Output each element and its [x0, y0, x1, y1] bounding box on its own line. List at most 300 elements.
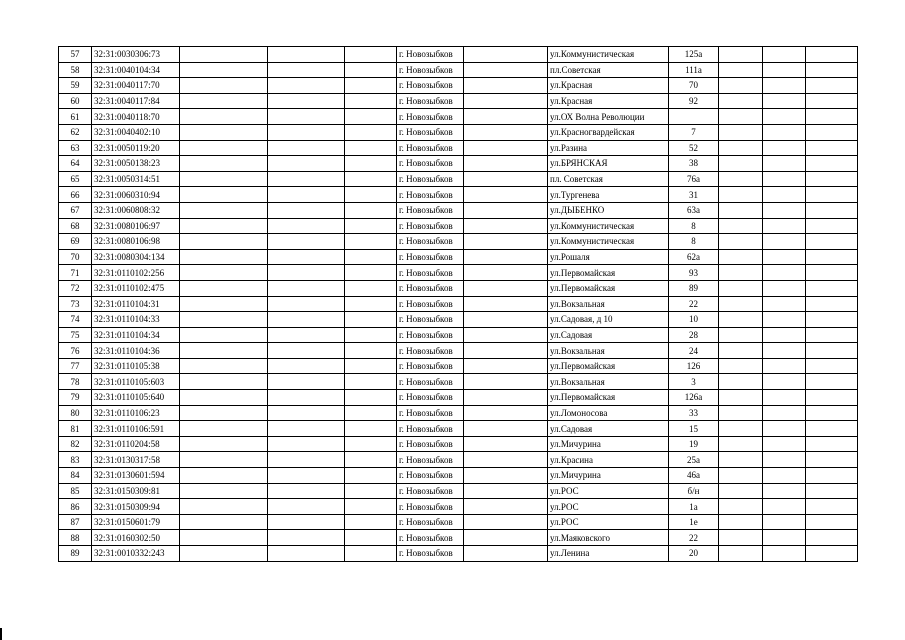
empty-cell	[268, 312, 345, 328]
table-row	[59, 93, 858, 109]
house-number-cell: 8	[669, 234, 719, 250]
row-number-cell: 64	[59, 156, 92, 172]
table-row	[59, 358, 858, 374]
cadastral-number-cell: 32:31:0060808:32	[92, 202, 180, 218]
empty-cell	[464, 530, 548, 546]
empty-cell	[345, 187, 397, 203]
city-cell: г. Новозыбков	[397, 436, 464, 452]
house-number-cell: 22	[669, 530, 719, 546]
cadastral-number-cell: 32:31:0130317:58	[92, 452, 180, 468]
empty-cell	[268, 62, 345, 78]
house-number-cell: 38	[669, 156, 719, 172]
empty-cell	[763, 140, 806, 156]
empty-cell	[763, 483, 806, 499]
street-cell: ул.Коммунистическая	[548, 218, 669, 234]
empty-cell	[268, 483, 345, 499]
row-number-cell: 74	[59, 312, 92, 328]
empty-cell	[763, 171, 806, 187]
empty-cell	[806, 234, 858, 250]
empty-cell	[180, 218, 268, 234]
empty-cell	[345, 280, 397, 296]
empty-cell	[345, 202, 397, 218]
empty-cell	[806, 78, 858, 94]
street-cell: ул.Красная	[548, 93, 669, 109]
empty-cell	[345, 296, 397, 312]
row-number-cell: 67	[59, 202, 92, 218]
empty-cell	[345, 124, 397, 140]
empty-cell	[268, 390, 345, 406]
table-row	[59, 296, 858, 312]
row-number-cell: 85	[59, 483, 92, 499]
empty-cell	[180, 280, 268, 296]
street-cell: ул.Первомайская	[548, 280, 669, 296]
empty-cell	[180, 405, 268, 421]
street-cell: ул.Вокзальная	[548, 343, 669, 359]
empty-cell	[806, 93, 858, 109]
house-number-cell: 70	[669, 78, 719, 94]
empty-cell	[719, 499, 763, 515]
empty-cell	[806, 530, 858, 546]
row-number-cell: 82	[59, 436, 92, 452]
table-row	[59, 218, 858, 234]
house-number-cell: 89	[669, 280, 719, 296]
cadastral-number-cell: 32:31:0150309:94	[92, 499, 180, 515]
empty-cell	[763, 390, 806, 406]
empty-cell	[268, 358, 345, 374]
empty-cell	[268, 468, 345, 484]
empty-cell	[464, 468, 548, 484]
table-row	[59, 343, 858, 359]
empty-cell	[345, 390, 397, 406]
empty-cell	[180, 421, 268, 437]
city-cell: г. Новозыбков	[397, 280, 464, 296]
empty-cell	[268, 296, 345, 312]
empty-cell	[719, 468, 763, 484]
row-number-cell: 86	[59, 499, 92, 515]
empty-cell	[763, 499, 806, 515]
street-cell: ул.Вокзальная	[548, 374, 669, 390]
empty-cell	[719, 312, 763, 328]
street-cell: ул.Первомайская	[548, 358, 669, 374]
empty-cell	[180, 62, 268, 78]
empty-cell	[464, 296, 548, 312]
empty-cell	[268, 171, 345, 187]
city-cell: г. Новозыбков	[397, 421, 464, 437]
empty-cell	[268, 93, 345, 109]
empty-cell	[806, 296, 858, 312]
house-number-cell: 1е	[669, 514, 719, 530]
property-table	[58, 46, 858, 562]
empty-cell	[464, 249, 548, 265]
table-row	[59, 249, 858, 265]
city-cell: г. Новозыбков	[397, 499, 464, 515]
empty-cell	[180, 249, 268, 265]
street-cell: ул.Вокзальная	[548, 296, 669, 312]
cadastral-number-cell: 32:31:0110102:475	[92, 280, 180, 296]
empty-cell	[763, 452, 806, 468]
empty-cell	[806, 249, 858, 265]
empty-cell	[345, 47, 397, 63]
empty-cell	[180, 546, 268, 562]
row-number-cell: 65	[59, 171, 92, 187]
empty-cell	[763, 296, 806, 312]
city-cell: г. Новозыбков	[397, 187, 464, 203]
city-cell: г. Новозыбков	[397, 265, 464, 281]
empty-cell	[268, 374, 345, 390]
city-cell: г. Новозыбков	[397, 374, 464, 390]
row-number-cell: 88	[59, 530, 92, 546]
empty-cell	[464, 374, 548, 390]
empty-cell	[180, 312, 268, 328]
empty-cell	[806, 358, 858, 374]
row-number-cell: 77	[59, 358, 92, 374]
empty-cell	[180, 296, 268, 312]
empty-cell	[806, 109, 858, 125]
empty-cell	[180, 234, 268, 250]
empty-cell	[345, 374, 397, 390]
empty-cell	[719, 530, 763, 546]
empty-cell	[180, 499, 268, 515]
empty-cell	[464, 358, 548, 374]
empty-cell	[763, 124, 806, 140]
empty-cell	[464, 171, 548, 187]
cadastral-number-cell: 32:31:0110104:36	[92, 343, 180, 359]
empty-cell	[180, 171, 268, 187]
empty-cell	[806, 187, 858, 203]
empty-cell	[345, 171, 397, 187]
empty-cell	[180, 452, 268, 468]
street-cell: ул.Мичурина	[548, 468, 669, 484]
row-number-cell: 84	[59, 468, 92, 484]
table-row	[59, 62, 858, 78]
empty-cell	[806, 327, 858, 343]
city-cell: г. Новозыбков	[397, 327, 464, 343]
table-row	[59, 265, 858, 281]
city-cell: г. Новозыбков	[397, 249, 464, 265]
empty-cell	[180, 202, 268, 218]
cadastral-number-cell: 32:31:0110106:23	[92, 405, 180, 421]
empty-cell	[464, 47, 548, 63]
empty-cell	[719, 421, 763, 437]
empty-cell	[464, 499, 548, 515]
empty-cell	[806, 62, 858, 78]
empty-cell	[268, 47, 345, 63]
street-cell: ул.Мичурина	[548, 436, 669, 452]
empty-cell	[268, 187, 345, 203]
house-number-cell: 15	[669, 421, 719, 437]
row-number-cell: 60	[59, 93, 92, 109]
city-cell: г. Новозыбков	[397, 171, 464, 187]
empty-cell	[464, 327, 548, 343]
empty-cell	[268, 234, 345, 250]
empty-cell	[763, 546, 806, 562]
empty-cell	[345, 499, 397, 515]
city-cell: г. Новозыбков	[397, 483, 464, 499]
street-cell: ул.Разина	[548, 140, 669, 156]
empty-cell	[464, 234, 548, 250]
empty-cell	[464, 280, 548, 296]
empty-cell	[719, 202, 763, 218]
empty-cell	[719, 156, 763, 172]
empty-cell	[345, 405, 397, 421]
street-cell: ул.Красная	[548, 78, 669, 94]
empty-cell	[345, 78, 397, 94]
table-row	[59, 78, 858, 94]
cadastral-number-cell: 32:31:0030306:73	[92, 47, 180, 63]
table-row	[59, 156, 858, 172]
empty-cell	[180, 156, 268, 172]
empty-cell	[345, 265, 397, 281]
city-cell: г. Новозыбков	[397, 62, 464, 78]
empty-cell	[763, 93, 806, 109]
empty-cell	[268, 78, 345, 94]
empty-cell	[719, 218, 763, 234]
street-cell: пл.Советская	[548, 62, 669, 78]
cadastral-number-cell: 32:31:0110104:31	[92, 296, 180, 312]
empty-cell	[763, 78, 806, 94]
empty-cell	[719, 405, 763, 421]
street-cell: ул.Красина	[548, 452, 669, 468]
city-cell: г. Новозыбков	[397, 124, 464, 140]
empty-cell	[345, 62, 397, 78]
cadastral-number-cell: 32:31:0150601:79	[92, 514, 180, 530]
street-cell: ул.Маяковского	[548, 530, 669, 546]
empty-cell	[464, 343, 548, 359]
empty-cell	[345, 514, 397, 530]
table-row	[59, 421, 858, 437]
empty-cell	[806, 124, 858, 140]
house-number-cell: 93	[669, 265, 719, 281]
empty-cell	[763, 514, 806, 530]
empty-cell	[345, 343, 397, 359]
street-cell: ул.Коммунистическая	[548, 47, 669, 63]
empty-cell	[180, 468, 268, 484]
empty-cell	[268, 280, 345, 296]
empty-cell	[345, 140, 397, 156]
empty-cell	[464, 202, 548, 218]
empty-cell	[180, 78, 268, 94]
empty-cell	[719, 234, 763, 250]
empty-cell	[806, 499, 858, 515]
empty-cell	[806, 514, 858, 530]
empty-cell	[763, 280, 806, 296]
cadastral-number-cell: 32:31:0010332:243	[92, 546, 180, 562]
empty-cell	[464, 265, 548, 281]
table-row	[59, 452, 858, 468]
cadastral-number-cell: 32:31:0110105:603	[92, 374, 180, 390]
empty-cell	[268, 218, 345, 234]
empty-cell	[763, 530, 806, 546]
empty-cell	[806, 452, 858, 468]
house-number-cell: 28	[669, 327, 719, 343]
empty-cell	[806, 47, 858, 63]
table-row	[59, 202, 858, 218]
cadastral-number-cell: 32:31:0080304:134	[92, 249, 180, 265]
row-number-cell: 61	[59, 109, 92, 125]
city-cell: г. Новозыбков	[397, 93, 464, 109]
empty-cell	[464, 390, 548, 406]
empty-cell	[763, 62, 806, 78]
row-number-cell: 80	[59, 405, 92, 421]
house-number-cell: 62а	[669, 249, 719, 265]
city-cell: г. Новозыбков	[397, 546, 464, 562]
empty-cell	[719, 280, 763, 296]
empty-cell	[268, 327, 345, 343]
empty-cell	[180, 47, 268, 63]
row-number-cell: 68	[59, 218, 92, 234]
row-number-cell: 63	[59, 140, 92, 156]
table-row	[59, 234, 858, 250]
row-number-cell: 70	[59, 249, 92, 265]
empty-cell	[719, 187, 763, 203]
street-cell: ул.Первомайская	[548, 265, 669, 281]
empty-cell	[180, 327, 268, 343]
empty-cell	[180, 530, 268, 546]
house-number-cell: 63а	[669, 202, 719, 218]
empty-cell	[719, 93, 763, 109]
city-cell: г. Новозыбков	[397, 47, 464, 63]
empty-cell	[180, 93, 268, 109]
empty-cell	[719, 514, 763, 530]
row-number-cell: 79	[59, 390, 92, 406]
empty-cell	[806, 280, 858, 296]
cadastral-number-cell: 32:31:0110104:34	[92, 327, 180, 343]
row-number-cell: 69	[59, 234, 92, 250]
city-cell: г. Новозыбков	[397, 452, 464, 468]
empty-cell	[719, 483, 763, 499]
table-row	[59, 390, 858, 406]
table-row	[59, 374, 858, 390]
empty-cell	[268, 452, 345, 468]
table-row	[59, 468, 858, 484]
empty-cell	[719, 358, 763, 374]
cadastral-number-cell: 32:31:0080106:97	[92, 218, 180, 234]
row-number-cell: 58	[59, 62, 92, 78]
empty-cell	[763, 358, 806, 374]
city-cell: г. Новозыбков	[397, 468, 464, 484]
empty-cell	[763, 202, 806, 218]
empty-cell	[345, 312, 397, 328]
empty-cell	[763, 421, 806, 437]
empty-cell	[719, 327, 763, 343]
house-number-cell: 126	[669, 358, 719, 374]
city-cell: г. Новозыбков	[397, 140, 464, 156]
city-cell: г. Новозыбков	[397, 405, 464, 421]
empty-cell	[763, 218, 806, 234]
empty-cell	[719, 249, 763, 265]
cadastral-number-cell: 32:31:0110105:640	[92, 390, 180, 406]
row-number-cell: 76	[59, 343, 92, 359]
house-number-cell	[669, 109, 719, 125]
city-cell: г. Новозыбков	[397, 109, 464, 125]
empty-cell	[180, 265, 268, 281]
table-row	[59, 280, 858, 296]
empty-cell	[464, 421, 548, 437]
empty-cell	[345, 452, 397, 468]
empty-cell	[464, 124, 548, 140]
empty-cell	[180, 514, 268, 530]
empty-cell	[180, 358, 268, 374]
cadastral-number-cell: 32:31:0150309:81	[92, 483, 180, 499]
empty-cell	[180, 124, 268, 140]
cadastral-number-cell: 32:31:0110104:33	[92, 312, 180, 328]
row-number-cell: 66	[59, 187, 92, 203]
empty-cell	[464, 452, 548, 468]
row-number-cell: 72	[59, 280, 92, 296]
empty-cell	[719, 436, 763, 452]
street-cell: ул.Тургенева	[548, 187, 669, 203]
empty-cell	[180, 140, 268, 156]
table-row	[59, 47, 858, 63]
empty-cell	[719, 109, 763, 125]
street-cell: ул.ДЫБЕНКО	[548, 202, 669, 218]
house-number-cell: 111а	[669, 62, 719, 78]
empty-cell	[268, 140, 345, 156]
empty-cell	[345, 546, 397, 562]
empty-cell	[268, 514, 345, 530]
city-cell: г. Новозыбков	[397, 514, 464, 530]
empty-cell	[763, 187, 806, 203]
empty-cell	[268, 124, 345, 140]
empty-cell	[763, 436, 806, 452]
table-row	[59, 483, 858, 499]
empty-cell	[268, 530, 345, 546]
row-number-cell: 75	[59, 327, 92, 343]
street-cell: ул.Рошаля	[548, 249, 669, 265]
table-row	[59, 124, 858, 140]
house-number-cell: б/н	[669, 483, 719, 499]
empty-cell	[345, 218, 397, 234]
house-number-cell: 125а	[669, 47, 719, 63]
city-cell: г. Новозыбков	[397, 78, 464, 94]
street-cell: пл. Советская	[548, 171, 669, 187]
empty-cell	[763, 468, 806, 484]
empty-cell	[806, 468, 858, 484]
empty-cell	[763, 109, 806, 125]
empty-cell	[763, 47, 806, 63]
empty-cell	[268, 202, 345, 218]
empty-cell	[464, 546, 548, 562]
table-row	[59, 530, 858, 546]
empty-cell	[806, 436, 858, 452]
empty-cell	[268, 156, 345, 172]
empty-cell	[719, 374, 763, 390]
table-row	[59, 514, 858, 530]
table-row	[59, 171, 858, 187]
house-number-cell: 8	[669, 218, 719, 234]
empty-cell	[719, 124, 763, 140]
empty-cell	[806, 312, 858, 328]
empty-cell	[464, 109, 548, 125]
empty-cell	[464, 62, 548, 78]
house-number-cell: 25а	[669, 452, 719, 468]
empty-cell	[763, 265, 806, 281]
cadastral-number-cell: 32:31:0040117:70	[92, 78, 180, 94]
house-number-cell: 3	[669, 374, 719, 390]
empty-cell	[345, 327, 397, 343]
city-cell: г. Новозыбков	[397, 358, 464, 374]
street-cell: ул.РОС	[548, 514, 669, 530]
empty-cell	[806, 171, 858, 187]
empty-cell	[806, 374, 858, 390]
cadastral-number-cell: 32:31:0060310:94	[92, 187, 180, 203]
street-cell: ул.Ленина	[548, 546, 669, 562]
cadastral-number-cell: 32:31:0050119:20	[92, 140, 180, 156]
empty-cell	[806, 156, 858, 172]
empty-cell	[719, 140, 763, 156]
cadastral-number-cell: 32:31:0110204:58	[92, 436, 180, 452]
cadastral-number-cell: 32:31:0110105:38	[92, 358, 180, 374]
